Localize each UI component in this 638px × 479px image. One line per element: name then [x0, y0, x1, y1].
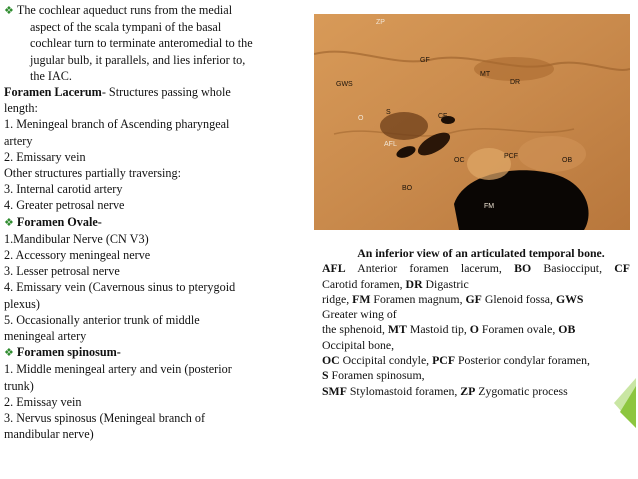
ovale-line: plexus) — [4, 296, 40, 311]
aqueduct-bullet-line: ❖ The cochlear aqueduct runs from the medial — [4, 3, 233, 17]
label-gf: GF — [420, 57, 430, 64]
label-cf: CF — [438, 113, 448, 120]
spinosum-line: 2. Emissay vein — [4, 394, 82, 409]
label-gws: GWS — [336, 81, 353, 88]
caption-line: Carotid foramen, DR Digastric — [322, 276, 469, 291]
caption-line: ridge, FM Foramen magnum, GF Glenoid fossa, GWS — [322, 291, 584, 306]
caption-line: Greater wing of — [322, 307, 397, 322]
aqueduct-line: cochlear turn to terminate anteromedial to the — [30, 36, 253, 51]
aqueduct-line: the IAC. — [30, 68, 72, 83]
lacerum-line: length: — [4, 101, 38, 116]
label-mt: MT — [480, 71, 491, 78]
spinosum-line: mandibular nerve) — [4, 427, 94, 442]
lacerum-line: 2. Emissary vein — [4, 149, 86, 164]
ovale-line: 1.Mandibular Nerve (CN V3) — [4, 231, 149, 246]
label-ob: OB — [562, 157, 573, 164]
caption-line: SMF Stylomastoid foramen, ZP Zygomatic process — [322, 383, 568, 398]
diamond-bullet-icon: ❖ — [4, 216, 14, 229]
label-pcf: PCF — [504, 153, 518, 160]
label-bo: BO — [402, 185, 413, 192]
diamond-bullet-icon: ❖ — [4, 5, 14, 17]
ovale-line: 5. Occasionally anterior trunk of middle — [4, 312, 200, 327]
caption-line: AFL Anterior foramen lacerum, BO Basiocciput, CF — [322, 261, 631, 276]
ovale-heading: ❖ Foramen Ovale- — [4, 214, 102, 229]
label-afl: AFL — [384, 141, 397, 148]
label-dr: DR — [510, 79, 521, 86]
diamond-bullet-icon: ❖ — [4, 347, 14, 360]
label-s: S — [386, 109, 391, 116]
spinosum-line: trunk) — [4, 378, 34, 393]
caption-line: S Foramen spinosum, — [322, 368, 425, 383]
label-fm: FM — [484, 203, 495, 210]
caption-line: OC Occipital condyle, PCF Posterior condylar foramen, — [322, 353, 590, 368]
shadow-fossa — [380, 112, 428, 140]
figure-caption — [322, 246, 630, 399]
lacerum-line: 4. Greater petrosal nerve — [4, 198, 125, 213]
caption-line: Occipital bone, — [322, 337, 395, 352]
label-o: O — [358, 115, 364, 122]
lacerum-line: 1. Meningeal branch of Ascending pharyngeal — [4, 117, 230, 132]
occipital-bone-shape — [518, 136, 586, 172]
caption-title: An inferior view of an articulated temporal bone. — [357, 246, 605, 260]
ovale-line: 3. Lesser petrosal nerve — [4, 264, 120, 279]
ovale-line: 4. Emissary vein (Cavernous sinus to pterygoid — [4, 280, 236, 295]
temporal-bone-illustration — [314, 14, 630, 230]
ovale-line: 2. Accessory meningeal nerve — [4, 248, 151, 263]
aqueduct-line: aspect of the scala tympani of the basal — [30, 20, 222, 35]
aqueduct-line: jugular bulb, it parallels, and lies inferior to, — [30, 52, 246, 67]
spinosum-line: 3. Nervus spinosus (Meningeal branch of — [4, 411, 206, 426]
lacerum-heading: Foramen Lacerum- Structures passing whole — [4, 85, 231, 100]
lacerum-line: 3. Internal carotid artery — [4, 182, 123, 197]
lacerum-line: artery — [4, 133, 33, 148]
ovale-line: meningeal artery — [4, 329, 87, 344]
caption-line: the sphenoid, MT Mastoid tip, O Foramen ovale, OB — [322, 322, 576, 337]
temporal-bone-photo — [314, 14, 630, 230]
label-oc: OC — [454, 157, 465, 164]
notes-column — [4, 2, 304, 442]
spinosum-heading: ❖ Foramen spinosum- — [4, 345, 121, 360]
accent-triangle-icon — [612, 378, 636, 428]
spinosum-line: 1. Middle meningeal artery and vein (posterior — [4, 362, 232, 377]
label-zp: ZP — [376, 19, 385, 26]
lacerum-line: Other structures partially traversing: — [4, 166, 181, 181]
